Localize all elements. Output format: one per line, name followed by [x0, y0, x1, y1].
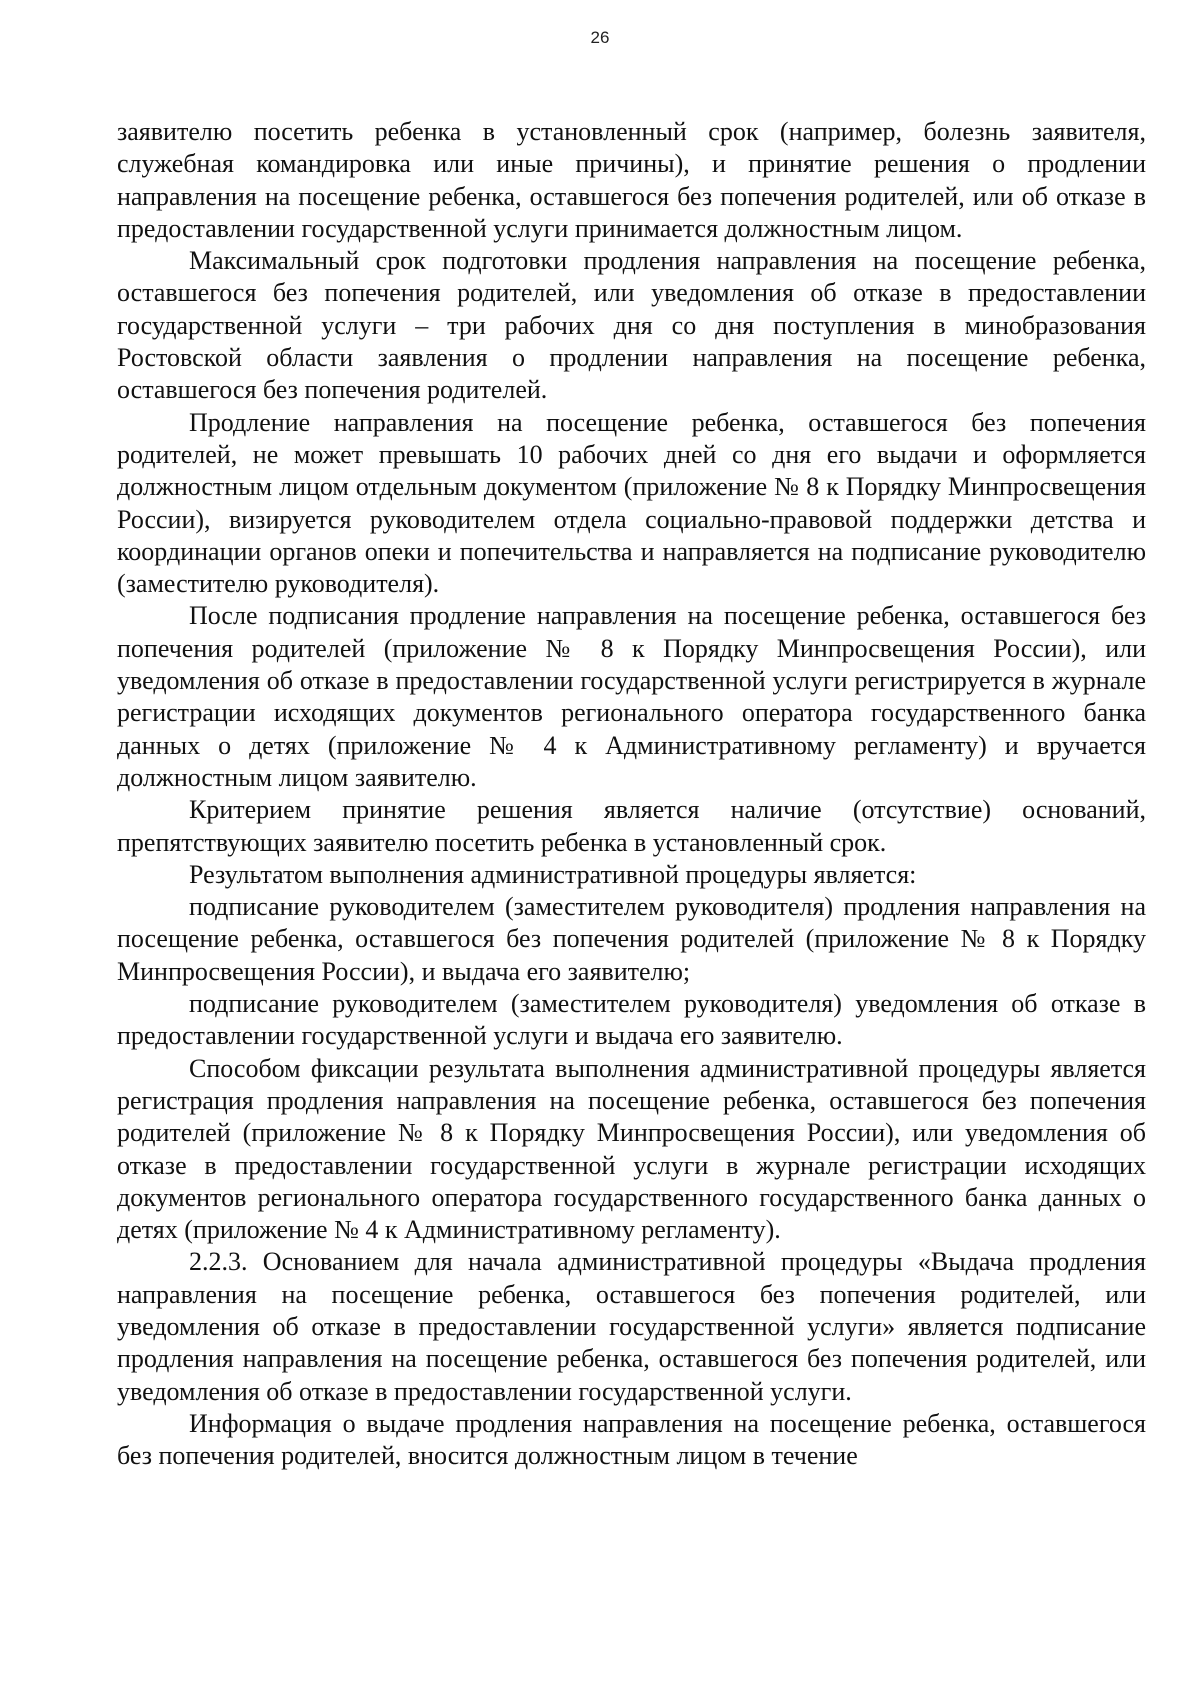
paragraph: Информация о выдаче продления направления на посещение ребенка, оставшегося без попечения родителей, вносится должностным лицом в течение: [117, 1408, 1146, 1471]
paragraph: Продление направления на посещение ребенка, оставшегося без попечения родителей, не может превышать 10 рабочих дней со дня его выдачи и оформляется должностным лицом отдельным документом (приложение № 8 к Порядку Минпросвещения России), визируется руководителем отдела социально-правовой поддержки детства и координации органов опеки и попечительства и направляется на подписание руководителю (заместителю руководителя).: [117, 407, 1146, 599]
paragraph: подписание руководителем (заместителем руководителя) уведомления об отказе в предоставлении государственной услуги и выдача его заявителю.: [117, 989, 1146, 1051]
paragraph: Результатом выполнения административной процедуры является:: [189, 859, 917, 889]
paragraph: После подписания продление направления на посещение ребенка, оставшегося без попечения родителей (приложение № 8 к Порядку Минпросвещения России), или уведомления об отказе в предоставлении государственной услуги регистрируется в журнале регистрации исходящих документов регионального оператора государственного банка данных о детях (приложение № 4 к Административному регламенту) и вручается должностным лицом заявителю.: [117, 601, 1146, 792]
page-number: 26: [590, 28, 610, 47]
document-body: [117, 116, 1146, 1472]
paragraph: заявителю посетить ребенка в установленный срок (например, болезнь заявителя, служебная командировка или иные причины), и принятие решения о продлении направления на посещение ребенка, оставшегося без попечения родителей, или об отказе в предоставлении государственной услуги принимается должностным лицом.: [117, 117, 1146, 243]
section-paragraph-2-2-3: 2.2.3. Основанием для начала административной процедуры «Выдача продления направления на посещение ребенка, оставшегося без попечения родителей, или уведомления об отказе в предоставлении государственной услуги» является подписание продления направления на посещение ребенка, оставшегося без попечения родителей, или уведомления об отказе в предоставлении государственной услуги.: [117, 1247, 1146, 1406]
paragraph: Критерием принятие решения является наличие (отсутствие) оснований, препятствующих заявителю посетить ребенка в установленный срок.: [117, 795, 1146, 857]
paragraph: Максимальный срок подготовки продления направления на посещение ребенка, оставшегося без попечения родителей, или уведомления об отказе в предоставлении государственной услуги – три рабочих дня со дня поступления в минобразования Ростовской области заявления о продлении направления на посещение ребенка, оставшегося без попечения родителей.: [117, 246, 1146, 405]
paragraph: Способом фиксации результата выполнения административной процедуры является регистрация продления направления на посещение ребенка, оставшегося без попечения родителей (приложение № 8 к Порядку Минпросвещения России), или уведомления об отказе в предоставлении государственной услуги в журнале регистрации исходящих документов регионального оператора государственного государственного банка данных о детях (приложение № 4 к Административному регламенту).: [117, 1053, 1146, 1245]
paragraph: подписание руководителем (заместителем руководителя) продления направления на посещение ребенка, оставшегося без попечения родителей (приложение № 8 к Порядку Минпросвещения России), и выдача его заявителю;: [117, 892, 1146, 986]
